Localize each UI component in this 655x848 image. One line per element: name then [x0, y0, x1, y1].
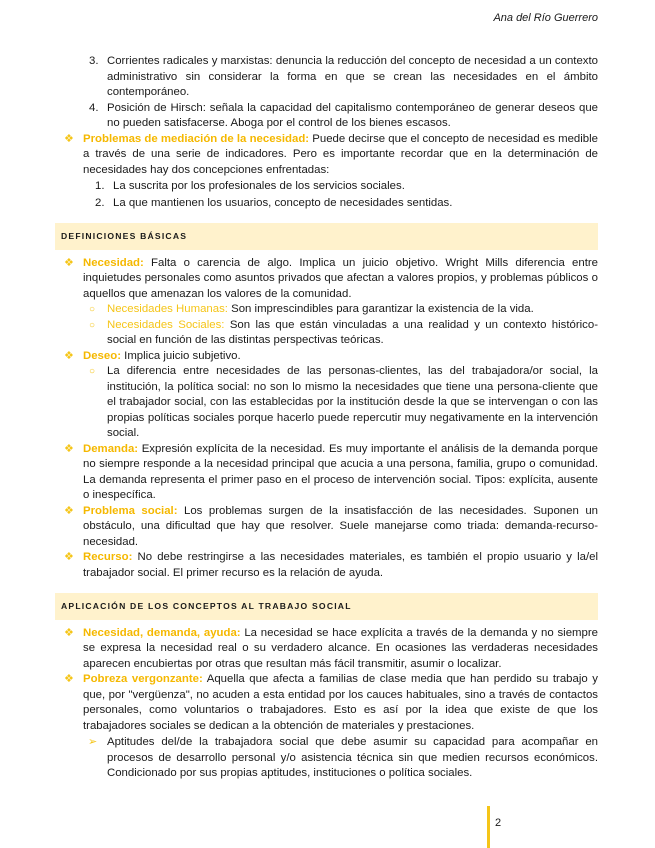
list-item — [55, 54, 598, 101]
sub-bullet — [55, 735, 598, 782]
page-number: 2 — [495, 817, 502, 829]
bullet-text: Aquella que afecta a familias de clase media que han perdido su trabajo y que, por "vergüenza", no acuden a esta entidad por los cauces habituales, sino a través de contactos personales, como voluntarios o trabajadores. Esto es así por la idea que existe de que los trabajadores sociales se dedican a la obtención de materiales y prestaciones. — [83, 673, 598, 732]
bullet-text: Aptitudes del/de la trabajadora social que debe asumir su capacidad para acompañar en procesos de desarrollo personal y/o asistencia técnica sin que medien recursos económicos. Condicionado por sus propias aptitudes, instituciones o política sociales. — [107, 736, 598, 779]
section-heading-aplicacion: APLICACIÓN DE LOS CONCEPTOS AL TRABAJO SOCIAL — [55, 593, 598, 620]
list-number: 4. — [89, 101, 99, 114]
term-label: Pobreza vergonzante: — [83, 673, 203, 685]
circle-bullet-icon: ○ — [89, 319, 96, 331]
term-label: Problemas de mediación de la necesidad: — [83, 132, 310, 145]
bullet-text: Son imprescindibles para garantizar la existencia de la vida. — [227, 303, 534, 315]
bullet-problema-social — [55, 504, 598, 551]
term-label: Demanda: — [83, 442, 139, 455]
list-item — [55, 101, 598, 132]
bullet-pobreza-vergonzante — [55, 672, 598, 734]
bullet-text: Expresión explícita de la necesidad. Es muy importante el análisis de la demanda porque no siempre responde a la necesidad principal que acucia a una persona, familia, grupo o comunidad. La demanda representa el primer paso en el proceso de intervención social. Tipos: explícita, ausente o inespecífica. — [83, 442, 598, 501]
list-text: La que mantienen los usuarios, concepto de necesidades sentidas. — [113, 196, 453, 209]
bullet-text: Puede decirse que el concepto de necesidad es medible a través de una serie de indicadores. Pero es importante recordar que en la determinación de necesidades hay dos concepciones enfrentadas: — [83, 132, 598, 176]
diamond-bullet-icon: ❖ — [64, 349, 74, 362]
circle-bullet-icon: ○ — [89, 304, 96, 315]
section-heading-definiciones: DEFINICIONES BÁSICAS — [55, 223, 598, 250]
term-label: Necesidad, demanda, ayuda: — [83, 626, 241, 639]
sub-bullet — [55, 364, 598, 442]
term-label: Necesidad: — [83, 256, 144, 269]
arrow-bullet-icon: ➢ — [88, 736, 98, 748]
bullet-text: Falta o carencia de algo. Implica un juicio objetivo. Wright Mills diferencia entre inquietudes personales como asuntos privados que afectan a valores propios, y problemas públicos o aquellos que amenazan los valores de la comunidad. — [83, 256, 598, 300]
term-label: Recurso: — [83, 551, 133, 563]
footer-divider — [487, 806, 490, 848]
term-label: Necesidades Humanas: — [107, 303, 228, 315]
list-text: La suscrita por los profesionales de los servicios sociales. — [113, 180, 405, 192]
diamond-bullet-icon: ❖ — [64, 442, 74, 455]
sub-bullet — [55, 302, 598, 318]
bullet-necesidad-demanda-ayuda — [55, 626, 598, 673]
diamond-bullet-icon: ❖ — [64, 504, 74, 517]
term-label: Problema social: — [83, 504, 178, 517]
list-text: Corrientes radicales y marxistas: denuncia la reducción del concepto de necesidad a un contexto administrativo sin considerar la forma en que se crean las necesidades en el ámbito contemporáneo. — [107, 55, 598, 98]
bullet-demanda — [55, 442, 598, 504]
diamond-bullet-icon: ❖ — [64, 551, 74, 563]
list-number: 3. — [89, 55, 99, 67]
bullet-text: La necesidad se hace explícita a través de la demanda y no siempre se expresa la necesidad real o su verdadero alcance. En ocasiones las verdaderas necesidades aparecen encubiertas por otras que resultan más fácil transmitir, asumir o localizar. — [83, 626, 598, 670]
diamond-bullet-icon: ❖ — [64, 626, 74, 639]
term-label: Necesidades Sociales: — [107, 318, 225, 331]
diamond-bullet-icon: ❖ — [64, 132, 74, 145]
bullet-text: Los problemas surgen de la insatisfacción de las necesidades. Suponen un obstáculo, una dificultad que hay que resolver. Suele manejarse como triada: demanda-recurso-necesidad. — [83, 504, 598, 548]
bullet-text: Implica juicio subjetivo. — [120, 349, 241, 362]
bullet-problemas — [55, 132, 598, 179]
diamond-bullet-icon: ❖ — [64, 256, 74, 269]
list-number: 1. — [95, 180, 105, 192]
circle-bullet-icon: ○ — [89, 366, 96, 377]
bullet-text: La diferencia entre necesidades de las personas-clientes, las del trabajadora/or social, la institución, la política social: no son lo mismo la necesidades que tiene una persona-cliente que el trabajador social, con las establecidas por la institución desde la que se intervengan o con las propias políticas sociales porque hacerlo puede repercutir muy negativamente en la intervención social. — [107, 365, 598, 439]
list-item — [55, 196, 598, 212]
list-text: Posición de Hirsch: señala la capacidad del capitalismo contemporáneo de generar deseos que no pueden satisfacerse. Aboga por el control de los bienes escasos. — [107, 101, 598, 129]
list-item — [55, 179, 598, 195]
bullet-necesidad — [55, 256, 598, 303]
bullet-deseo — [55, 349, 598, 365]
diamond-bullet-icon: ❖ — [64, 673, 74, 685]
sub-bullet — [55, 318, 598, 349]
bullet-recurso — [55, 550, 598, 581]
page-content — [55, 54, 598, 782]
header-author: Ana del Río Guerrero — [493, 12, 598, 24]
bullet-text: Son las que están vinculadas a una realidad y un contexto histórico-social en función de las distintas perspectivas teóricas. — [107, 318, 598, 346]
term-label: Deseo: — [83, 349, 121, 362]
bullet-text: No debe restringirse a las necesidades materiales, es también el propio usuario y la/el trabajador social. El primer recurso es la relación de ayuda. — [83, 551, 598, 579]
list-number: 2. — [95, 196, 105, 209]
